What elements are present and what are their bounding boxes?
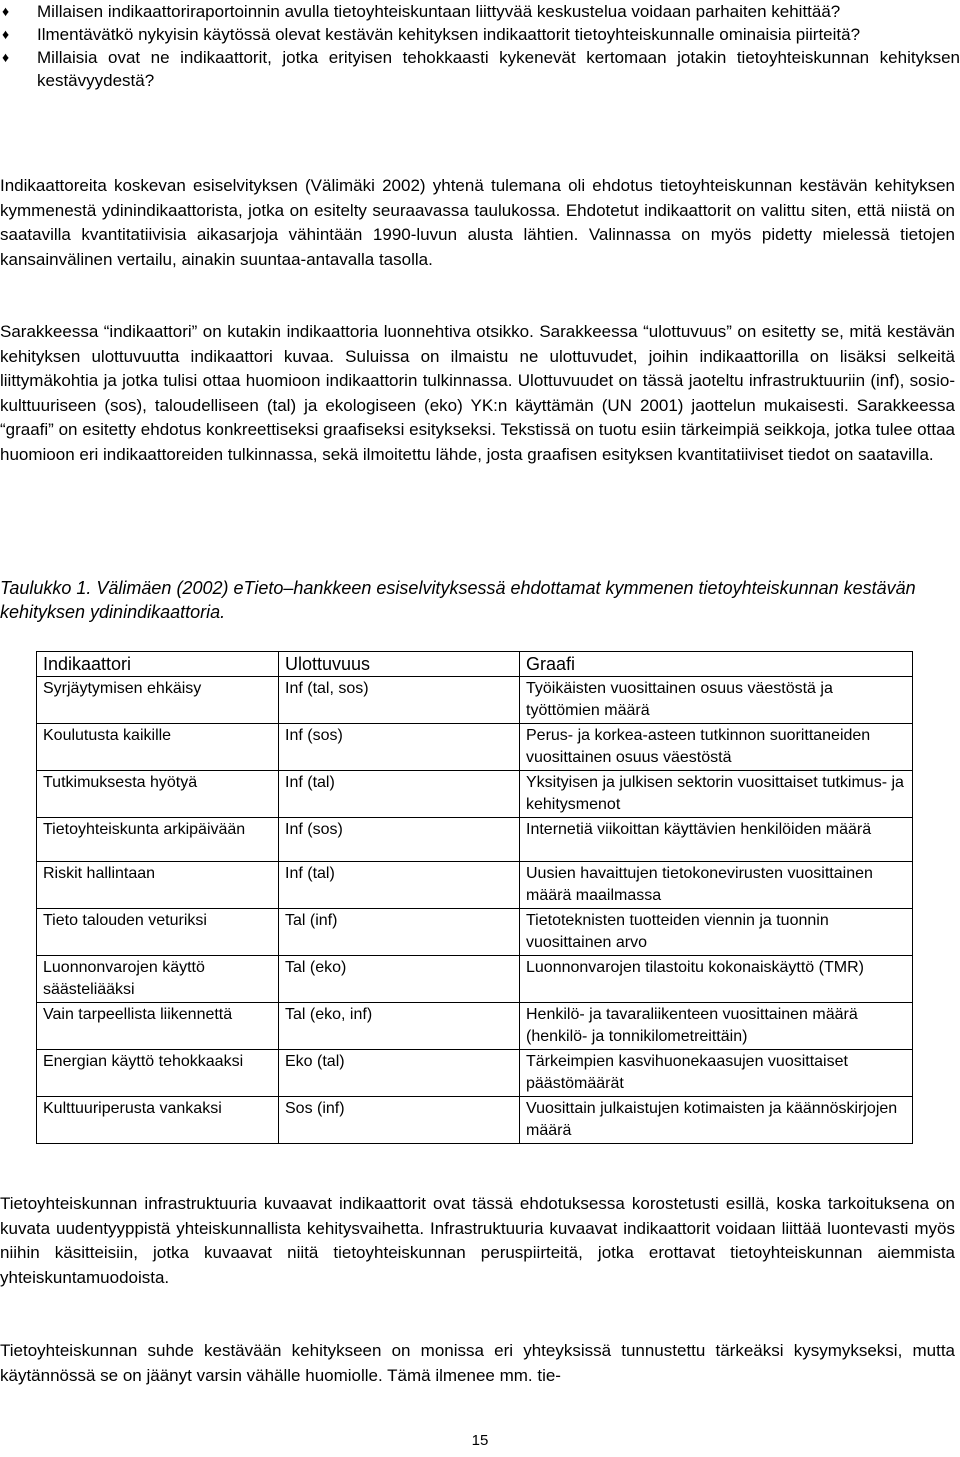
table-cell: Inf (sos) <box>279 724 520 771</box>
diamond-bullet-icon: ♦ <box>2 49 10 65</box>
table-cell: Vuosittain julkaistujen kotimaisten ja käännöskirjojen määrä <box>520 1097 913 1144</box>
column-header: Ulottuvuus <box>279 652 520 677</box>
table-cell: Perus- ja korkea-asteen tutkinnon suorittaneiden vuosittainen osuus väestöstä <box>520 724 913 771</box>
table-cell: Tutkimuksesta hyötyä <box>37 771 279 818</box>
paragraph: Tietoyhteiskunnan infrastruktuuria kuvaavat indikaattorit ovat tässä ehdotuksessa korostetusti esillä, koska tarkoituksena on kuvata uudentyyppistä yhteiskunnallista kehitysvaihetta. Infrastruktuuria kuvaavat indikaattorit voidaan liittää luontevasti myös niihin käsitteisiin, jotka kuvaavat niitä tietoyhteiskunnan peruspiirteitä, jotka erottavat tietoyhteiskunnan aiemmista yhteiskuntamuodoista. <box>0 1194 955 1287</box>
table-row <box>37 862 913 909</box>
table-cell: Energian käyttö tehokkaaksi <box>37 1050 279 1097</box>
table-cell: Vain tarpeellista liikennettä <box>37 1003 279 1050</box>
paragraph: Sarakkeessa “indikaattori” on kutakin indikaattoria luonnehtiva otsikko. Sarakkeessa “ulottuvuus” on esitetty se, mitä kestävän kehityksen ulottuvuutta indikaattori kuvaa. Suluissa on ilmaistu ne ulottuvudet, joihin indikaattorilla on lisäksi selkeitä liittymäkohtia ja jotka tulisi ottaa huomioon indikaattorin tulkinnassa. Ulottuvuudet on tässä jaoteltu infrastruktuuriin (inf), sosio-kulttuuriseen (sos), taloudelliseen (tal) ja ekologiseen (eko) YK:n käyttämän (UN 2001) jaottelun mukaisesti. Sarakkeessa “graafi” on esitetty ehdotus konkreettiseksi graafiseksi esitykseksi. Tekstissä on tuotu esiin tärkeimpiä seikkoja, jotka tulee ottaa huomioon eri indikaattoreiden tulkinnassa, sekä ilmoitettu lähde, josta graafisen esityksen kvantitatiiviset tiedot on saatavilla. <box>0 322 955 464</box>
table-cell: Luonnonvarojen tilastoitu kokonaiskäyttö (TMR) <box>520 956 913 1003</box>
table-cell: Sos (inf) <box>279 1097 520 1144</box>
question-item: ♦ Millaisia ovat ne indikaattorit, jotka erityisen tehokkaasti kykenevät kertomaan jotakin tietoyhteiskunnan kehityksen kestävyydestä? <box>2 48 960 90</box>
paragraph: Indikaattoreita koskevan esiselvityksen (Välimäki 2002) yhtenä tulemana oli ehdotus tietoyhteiskunnan kestävän kehityksen kymmenestä ydinindikaattorista, jotka on esitelty seuraavassa taulukossa. Ehdotetut indikaattorit on valittu siten, että niistä on saatavilla kvantitatiivisia aikasarjoja vähintään 1990-luvun alusta lähtien. Valinnassa on myös pidetty mielessä tietojen kansainvälinen vertailu, ainakin suuntaa-antavalla tasolla. <box>0 176 955 269</box>
question-list <box>0 0 960 92</box>
table-cell: Inf (tal) <box>279 862 520 909</box>
table-cell: Eko (tal) <box>279 1050 520 1097</box>
table-caption: Taulukko 1. Välimäen (2002) eTieto–hankkeen esiselvityksessä ehdottamat kymmenen tietoyhteiskunnan kestävän kehityksen ydinindikaattoria. <box>0 578 916 622</box>
table-row <box>37 771 913 818</box>
table-cell: Riskit hallintaan <box>37 862 279 909</box>
table-row <box>37 677 913 724</box>
table-row <box>37 1050 913 1097</box>
table-row <box>37 818 913 862</box>
table-cell: Tal (eko) <box>279 956 520 1003</box>
table-cell: Yksityisen ja julkisen sektorin vuosittaiset tutkimus- ja kehitysmenot <box>520 771 913 818</box>
table-cell: Tietoyhteiskunta arkipäivään <box>37 818 279 862</box>
table-cell: Henkilö- ja tavaraliikenteen vuosittainen määrä (henkilö- ja tonnikilometreittäin) <box>520 1003 913 1050</box>
table-cell: Kulttuuriperusta vankaksi <box>37 1097 279 1144</box>
table-row <box>37 1097 913 1144</box>
table-row <box>37 724 913 771</box>
table-cell: Koulutusta kaikille <box>37 724 279 771</box>
table-cell: Tieto talouden veturiksi <box>37 909 279 956</box>
diamond-bullet-icon: ♦ <box>2 3 10 19</box>
column-header: Indikaattori <box>37 652 279 677</box>
table-cell: Tietoteknisten tuotteiden viennin ja tuonnin vuosittainen arvo <box>520 909 913 956</box>
table-cell: Inf (sos) <box>279 818 520 862</box>
table-row <box>37 1003 913 1050</box>
diamond-bullet-icon: ♦ <box>2 26 10 42</box>
table-cell: Tal (inf) <box>279 909 520 956</box>
table-cell: Syrjäytymisen ehkäisy <box>37 677 279 724</box>
question-item: ♦ Millaisen indikaattoriraportoinnin avulla tietoyhteiskuntaan liittyvää keskustelua voidaan parhaiten kehittää? <box>2 2 841 21</box>
table-header-row <box>37 652 913 677</box>
table-cell: Tärkeimpien kasvihuonekaasujen vuosittaiset päästömäärät <box>520 1050 913 1097</box>
table-cell: Uusien havaittujen tietokonevirusten vuosittainen määrä maailmassa <box>520 862 913 909</box>
table-row <box>37 909 913 956</box>
column-header: Graafi <box>520 652 913 677</box>
table-cell: Tal (eko, inf) <box>279 1003 520 1050</box>
question-item: ♦ Ilmentävätkö nykyisin käytössä olevat kestävän kehityksen indikaattorit tietoyhteiskunnalle ominaisia piirteitä? <box>2 25 861 44</box>
table-cell: Inf (tal, sos) <box>279 677 520 724</box>
table-row <box>37 956 913 1003</box>
table-cell: Internetiä viikoittan käyttävien henkilöiden määrä <box>520 818 913 862</box>
table-cell: Luonnonvarojen käyttö säästeliääksi <box>37 956 279 1003</box>
table-cell: Työikäisten vuosittainen osuus väestöstä ja työttömien määrä <box>520 677 913 724</box>
indicator-table <box>36 651 913 1144</box>
page-number: 15 <box>471 1432 489 1449</box>
table-cell: Inf (tal) <box>279 771 520 818</box>
paragraph: Tietoyhteiskunnan suhde kestävään kehitykseen on monissa eri yhteyksissä tunnustettu tärkeäksi kysymykseksi, mutta käytännössä se on jäänyt varsin vähälle huomiolle. Tämä ilmenee mm. tie- <box>0 1341 955 1385</box>
